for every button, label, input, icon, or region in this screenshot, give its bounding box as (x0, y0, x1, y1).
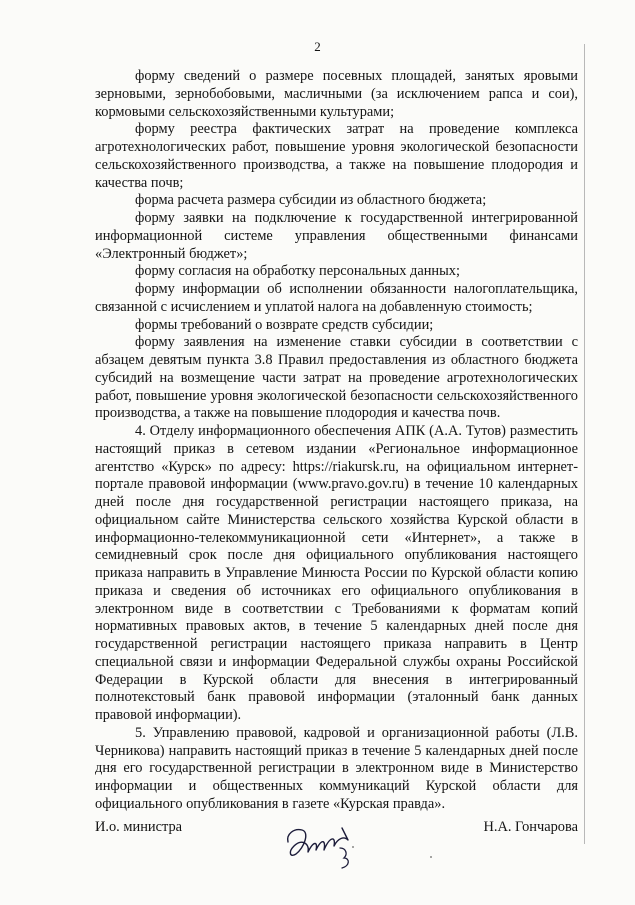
scan-edge-line (584, 44, 585, 844)
paragraph: форму заявки на подключение к государственной интегрированной информационной системе управления общественными финансами «Электронный бюджет»; (95, 210, 578, 262)
signatory-name: Н.А. Гончарова (483, 819, 578, 835)
scan-artifact-dot (430, 856, 432, 858)
signatory-position: И.о. министра (95, 819, 183, 835)
page-number: 2 (314, 39, 321, 54)
document-body (95, 68, 578, 814)
handwritten-signature (280, 814, 360, 872)
paragraph: форму сведений о размере посевных площадей, занятых яровыми зерновыми, зернобобовыми, масличными (за исключением рапса и сои), кормовыми сельскохозяйственными культурами; (95, 68, 578, 120)
paragraph: форму информации об исполнении обязанности налогоплательщика, связанной с исчислением и уплатой налога на добавленную стоимость; (95, 281, 578, 315)
paragraph: 4. Отделу информационного обеспечения АПК (А.А. Тутов) разместить настоящий приказ в сетевом издании «Региональное информационное агентство «Курск» по адресу: https://riakursk.ru, на официальном интернет-портале правовой информации (www.pravo.gov.ru) в течение 10 календарных дней после дня государственной регистрации настоящего приказа, на официальном сайте Министерства сельского хозяйства Курской области в информационно-телекоммуникационной сети «Интернет», а также в семидневный срок после дня официального опубликования настоящего приказа направить в Управление Минюста России по Курской области копию приказа и сведения об источниках его официального опубликования в электронном виде в соответствии с Требованиями к форматам копий нормативных правовых актов, в течение 5 календарных дней после дня государственной регистрации настоящего приказа направить в Центр специальной связи и информации Федеральной службы охраны Российской Федерации в Курской области для внесения в интегрированный полнотекстовый банк правовой информации (эталонный банк данных правовой информации). (95, 423, 578, 723)
paragraph: 5. Управлению правовой, кадровой и организационной работы (Л.В. Черникова) направить настоящий приказ в течение 5 календарных дней после дня его государственной регистрации в электронном виде в Министерство информации и общественных коммуникаций Курской области для официального опубликования в газете «Курская правда». (95, 724, 578, 812)
paragraph: форму согласия на обработку персональных данных; (135, 263, 460, 280)
paragraph: формы требований о возврате средств субсидии; (135, 316, 434, 333)
paragraph: форма расчета размера субсидии из областного бюджета; (135, 192, 487, 209)
paragraph: форму заявления на изменение ставки субсидии в соответствии с абзацем девятым пункта 3.8 Правил предоставления из областного бюджета субсидий на возмещение части затрат на проведение агротехнологических работ, повышение уровня экологической безопасности сельскохозяйственного производства, а также на повышение плодородия и качества почв. (95, 334, 578, 422)
paragraph: форму реестра фактических затрат на проведение комплекса агротехнологических работ, повышение уровня экологической безопасности сельскохозяйственного производства, а также на повышение плодородия и качества почв; (95, 121, 578, 191)
